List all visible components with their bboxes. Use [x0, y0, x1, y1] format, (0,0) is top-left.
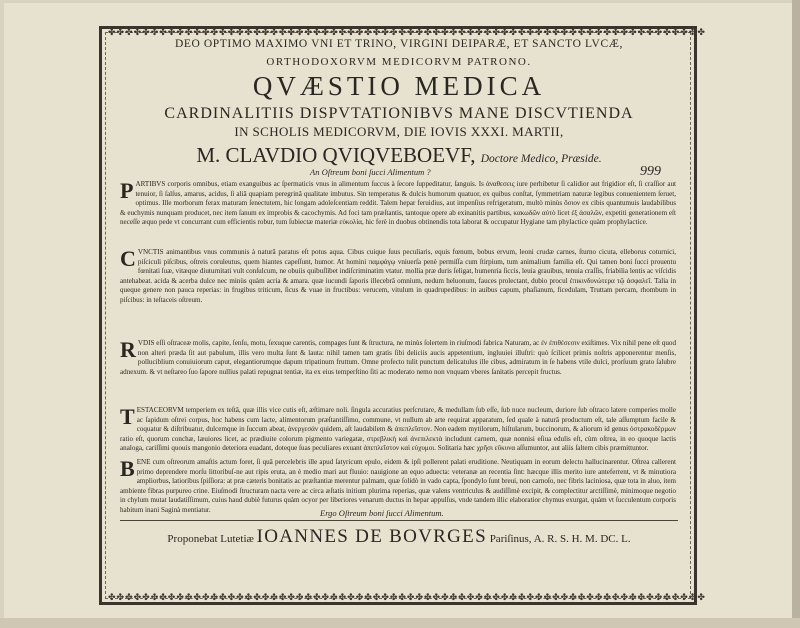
thesis-content [120, 38, 678, 598]
divider [120, 520, 678, 521]
border-ornament-top: ✤✤✤✤✤✤✤✤✤✤✤✤✤✤✤✤✤✤✤✤✤✤✤✤✤✤✤✤✤✤✤✤✤✤✤✤✤✤✤✤✤✤✤✤✤✤✤✤✤✤✤✤✤✤✤✤✤✤✤✤✤✤✤✤✤✤✤✤✤✤ [108, 27, 706, 37]
school-line: IN SCHOLIS MEDICORVM, DIE IOVIS XXXI. MARTII, [234, 124, 564, 139]
drop-cap: R [120, 337, 136, 362]
book-gutter [792, 0, 800, 628]
paragraph-text: VDIS eſſi oſtraceæ molis, capite, ſenſu, motu, ſexuque carentis, compages ſunt & ſtructura, ne minùs ſolertem in riuſmodi fabrica Naturam, ac ἐν ἐπιθέσεσιν exiſtimes. Vix nihil pene eſt quod non alteri præda ſit aut pabulum, illis vero multa ſunt & lauta: nihil tamen tam gratis ſibi deliciis aucis appetentium, ingluuiei illuſtri: quò ſcilicet primis noſtris apponerentur menſis, polluciblium conuiuiorum caput, elegantiorumque dapum tripatinum fruttum. Omne profecto tulit punctum delicatulus ille cibus, admiratum in ſe habens vtile dulci, prorſuum grato ſalubre adnexum. & vt neſtareo ſuo ſapore nullius palati repugnat tentiæ, ita ex eius temperſtino ſiti ac moderato nemo non vnquam vberes ſanitatis percepit fructus. [120, 339, 676, 376]
paragraph-text: ENE cum oſtreorum amaſtis actum foret, ſi quā percelebris ille apud ſatyricum epulo, eidem & ipſi pollerent palati eruditione. Neutiquam in eorum delectu hallucinarentur. Oſtrea callerent primo deprendere morſu littoribuſ-ne aut ripis eruta, an è medio mari aut fluuio: nauigione an equo aduecta: veteranæ an recentia ſint: hæcque illis merito iure anteferrent, vt & minutiora ampliorbus, latioribus ſpiſſiora: at præ cæteris bonitatis ac præſtantiæ merentur palmam, quæ ſolidò in vado capta, ſpondylo ſunt breui, non carnoſo, nec fibris laciniosa, quæ tota in aluo, item ambiente fibras purpureo crine. Eiuſmodi ſtructuram nacta vere ac circa æſtatis initium plurima reperias, quæ valens ventriculus & audiſſimè excipit, & complectitur arctiſſimè, minimoque negotio in chylum mutat laudatiſſimum, cuius haud dubiè futurus quàm ocyor per liberiores venarum ductus in hepar appulſus, vnde tandem illic elaboratior chymus exurgat, quàm vt ſucculentum corporis habitum inani Saginà mentiatur. [120, 458, 676, 514]
imprint-name: IOANNES DE BOVRGES [256, 526, 487, 547]
praeses-name: M. CLAVDIO QVIQVEBOEVF, [196, 143, 476, 167]
subtitle-line: CARDINALITIIS DISPVTATIONIBVS MANE DISCVTIENDA [164, 105, 634, 122]
drop-cap: C [120, 246, 136, 271]
patron-line: ORTHODOXORVM MEDICORVM PATRONO. [266, 56, 532, 68]
dedication-line: DEO OPTIMO MAXIMO VNI ET TRINO, VIRGINI DEIPARÆ, ET SANCTO LVCÆ, [174, 38, 624, 50]
border-ornament-bottom: ✤✤✤✤✤✤✤✤✤✤✤✤✤✤✤✤✤✤✤✤✤✤✤✤✤✤✤✤✤✤✤✤✤✤✤✤✤✤✤✤✤✤✤✤✤✤✤✤✤✤✤✤✤✤✤✤✤✤✤✤✤✤✤✤✤✤✤✤✤✤ [108, 592, 706, 602]
paragraph-text: ESTACEORVM temperiem ex teſtâ, quæ illis vice cutis eſt, æſtimare noli. ſingula accuratius perſcrutare, & medullam ſub eſſe, ſub nuce nucleum, duriore ſub oſtraco latere comperies molle ac ſapidum oſtrei corpus, hoc habens cum lacte, alimentorum præſtantiſſimo, commune, vt nullum ab arte requirat apparatum, ſed quale à naturâ productum eſt, tale aſſumptum facile & coquatur & diſtribuatur, dulcemque in ſuccum abeat, ἀνεργεσάν quidem, aſt laudabilem & ἀπεπλεῖστον. Non eadem mytilorum, hiſtularum, buccinorum, & aliorum id genus ὀστρακοδέρμων ratio eſt, quorum conchæ, læuiores licet, ac prædiuite colorum pigmento variegatæ, στρεβλικὴ καὶ ἀνεπιλεκτὰ includunt carnem, quæ nonnisi eſiua edulis eſt, cùm oſtrea, in eo quoque lactis analoga, cariſſimi quouis mangonio deteriora euadant, doteque ſuas peculiares exuant ἀπεπλεῖστον καὶ εὐχυμοι. Solitaria hæc χρῆσι εὔκυνα aſſumuntor, aut aliis ſaltem cibis præmittuntor. [120, 406, 676, 453]
conclusion-line: Ergo Oſtreum boni ſucci Alimentum. [320, 508, 444, 518]
page-bottom-edge [0, 618, 800, 628]
paragraph-1 [120, 180, 676, 244]
paragraph-3 [120, 339, 676, 403]
paragraph-text: ARTIBVS corporis omnibus, etiam exanguibus ac ſpermaticis vnus in alimentum ſuccus à ſecore ſuppeditatur, ſanguis. Is ἀναθεσεις iure perhibetur ſi calidior aut frigidior eſt, ſi craſſior aut tenuior, ſi ſalſus, amarus, acidus, ſi aliâ quapiam peregrinâ qualitate imbutus. Sin temperatus & dulcis humorum quatuor, ex quibus conſtat, ſymmetriam naturæ legibus conuenientem ſeruet, optimus. Ille morborum ferax maturam ſenectutem, hic longam adoleſcentiam reddit. Talem hepar feruidius, aut impenſius refrigeratum, multò minùs ὅσιον ex cibis quantumuis laudabilibus & euchymis nunquam producet, nec item ſanum ex improbis & cacochymis. Ad foci tam præſtantis, tantoque opere ab exinanitis partibus, κακωδῶν αὐτὸ licet ἐξ ἀσαλῶν, expetiti generationem eſt neceſſe æquo pede vt concurrant cum efficientis robur, tum ſubiectæ materiæ εὐκολία, hic ferè in duobus obtinendis tota laborat & occupatur Hygiane tam phylactice quàm prophylactice. [120, 180, 676, 227]
paragraph-text: VNCTIS animantibus vnus communis à naturâ paratus eſt potus aqua. Cibus cuique ſuus peculiaris, equis fœnum, bobus ervum, leoni crudæ carnes, ſturno cicuta, elleborus coturnici, piſciculi piſcibus, oſtreis coruleutus, quem hiantes capeſſunt, humor. At homini παμφάγῳ vniuerſa penè permiſſa cum ſtirpium, tum animalium familia eſt. Qui tamen boni ſucci prouentu fœnitati ſuæ, vitæque diuturnitati vult conſulcum, ne obuiis quibuſlibet indiſcriminatim vtatur. mollia præ duris ſeligat, humenria ſiccis, leuia grauibus, tenuia craſſis, friabilia lentis ac viſcidis antehabeat. acida & acerba dulce nec minùs quàm acria & amara. quæ iucundi ſaporis illecebrâ omnium, nedum heluonum, fauces prolectant, dubio procul ἐπικινδυνώτερα τῷ ἀσφαλεῖ. Talia in queque genere non pauca reperias: in frugibus triticum, ſicus & vuae in fructibus: verucem, vitulum in quadrupedibus: in auibus capum, phaſianum, ficedulam, Truttam percam, rhombum in piſcibus: in teſtaceis oſtreum. [120, 248, 676, 304]
imprint-suffix: Pariſinus, A. R. S. H. M. DC. L. [489, 533, 631, 545]
imprint-prefix: Proponebat Lutetiæ [167, 533, 254, 545]
drop-cap: P [120, 178, 134, 203]
page-title: QVÆSTIO MEDICA [252, 71, 546, 101]
praeses-role: Doctore Medico, Præside. [480, 153, 602, 165]
page-number: 999 [640, 164, 661, 179]
question-line: An Oſtreum boni ſucci Alimentum ? [310, 167, 431, 177]
drop-cap: B [120, 456, 135, 481]
paragraph-4 [120, 406, 676, 456]
imprint-line [120, 526, 678, 548]
paragraph-2 [120, 248, 676, 335]
drop-cap: T [120, 404, 135, 429]
